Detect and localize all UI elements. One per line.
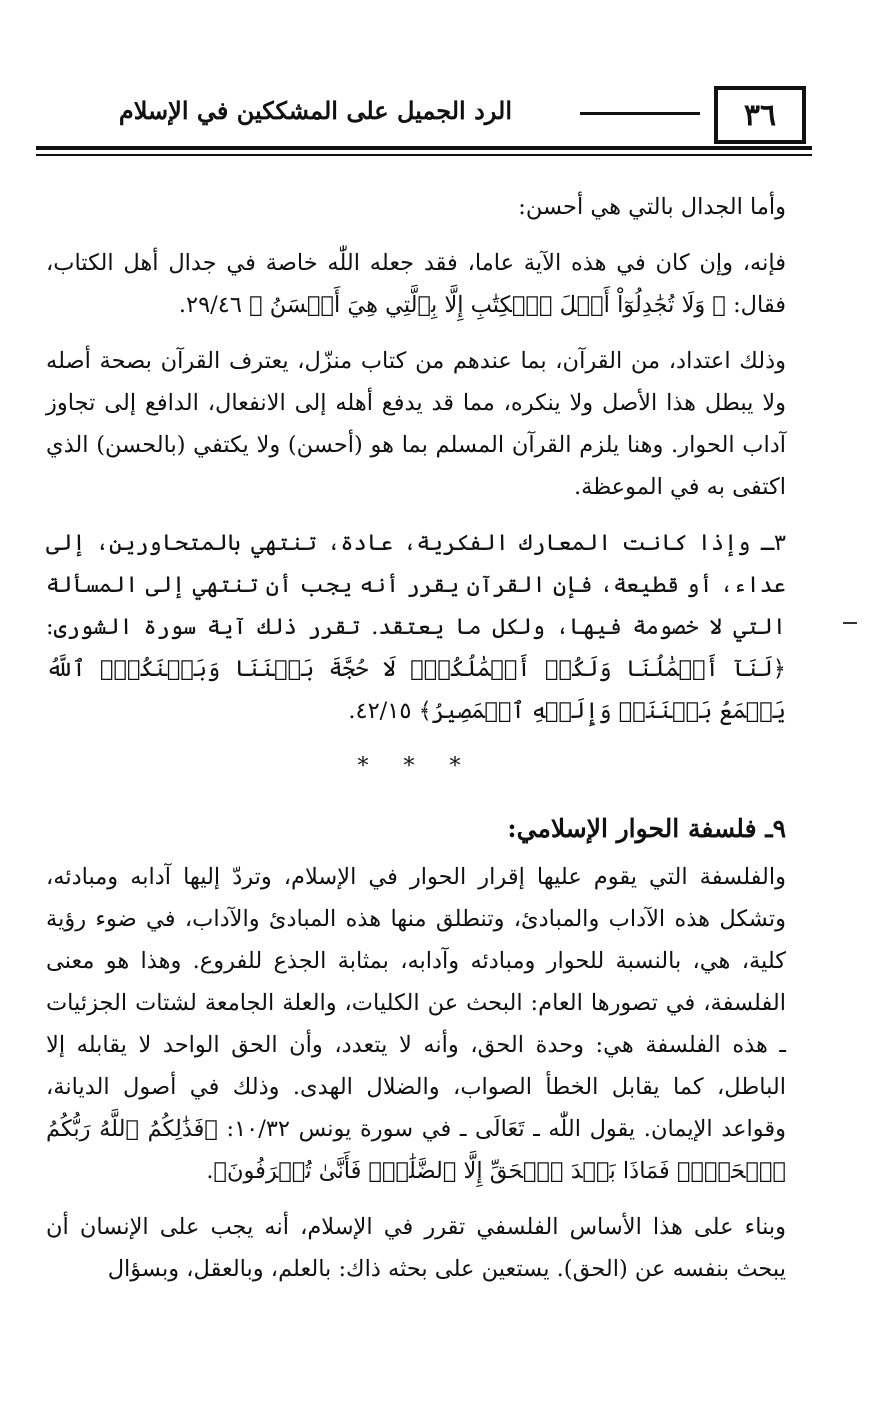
header-rule-thin: [36, 154, 812, 156]
page-header: [36, 86, 812, 152]
section-heading: ٩ـ فلسفة الحوار الإسلامي:: [507, 814, 786, 843]
section-separator: * * *: [357, 754, 475, 779]
paragraph-1: وأما الجدال بالتي هي أحسن:: [518, 194, 786, 220]
title-dash: [580, 112, 700, 115]
paragraph-3: وذلك اعتداد، من القرآن، بما عندهم من كتاب منزّل، يعترف القرآن بصحة أصله ولا يبطل هذا الأصل ولا ينكره، مما قد يدفع أهله إلى الانفعال، الدافع إلى تجاوز آداب الحوار. وهنا يلزم القرآن المسلم بما هو (أحسن) ولا يكتفي (بالحسن) الذي اكتفى به في الموعظة.: [46, 348, 786, 500]
running-title: الرد الجميل على المشككين في الإسلام: [118, 96, 512, 125]
header-rule-thick: [36, 146, 812, 150]
paragraph-4: ٣ـ وإذا كانت المعارك الفكرية، عادة، تنتهي بالمتحاورين، إلى عداء، أو قطيعة، فإن القرآن يقرر أنه يجب أن تنتهي إلى المسألة التي لا خصومة فيها، ولكل ما يعتقد. تقرر ذلك آية سورة الشورى: ﴿لَنَآ أَعۡمَٰلُنَا وَلَكُمۡ أَعۡمَٰلُكُمۡۖ لَا حُجَّةَ بَيۡنَنَا وَبَيۡنَكُمُۖ ٱللَّهُ يَجۡمَعُ بَيۡنَنَاۖ وَإِلَيۡهِ ٱلۡمَصِيرُ﴾ ٤٢/١٥.: [46, 530, 786, 724]
section-paragraph-1: والفلسفة التي يقوم عليها إقرار الحوار في الإسلام، وتردّ إليها آدابه ومبادئه، وتشكل هذه الآداب والمبادئ، وتنطلق منها هذه المبادئ والآداب، في ضوء رؤية كلية، هي، بالنسبة للحوار ومبادئه وآدابه، بمثابة الجذع للفروع. وهذا هو معنى الفلسفة، في تصورها العام: البحث عن الكليات، والعلة الجامعة لشتات الجزئيات ـ هذه الفلسفة هي: وحدة الحق، وأنه لا يتعدد، وأن الحق الواحد لا يقابله إلا الباطل، كما يقابل الخطأ الصواب، والضلال الهدى. وذلك في أصول الديانة، وقواعد الإيمان. يقول اللّٰه ـ تَعَالَى ـ في سورة يونس ١٠/٣٢: ﴿فَذَٰلِكُمُ ٱللَّهُ رَبُّكُمُ ٱلۡحَقُّۖ فَمَاذَا بَعۡدَ ٱلۡحَقِّ إِلَّا ٱلضَّلَٰلُۖ فَأَنَّىٰ تُصۡرَفُونَ﴾.: [46, 864, 786, 1184]
paragraph-2: فإنه، وإن كان في هذه الآية عاما، فقد جعله اللّٰه خاصة في جدال أهل الكتاب، فقال: ﴿ وَلَا تُجَٰدِلُوٓاْ أَهۡلَ ٱلۡكِتَٰبِ إِلَّا بِٱلَّتِي هِيَ أَحۡسَنُ ﴾ ٢٩/٤٦.: [46, 250, 786, 318]
section-paragraph-2: وبناء على هذا الأساس الفلسفي تقرر في الإسلام، أنه يجب على الإنسان أن يبحث بنفسه عن (الحق). يستعين على بحثه ذاك: بالعلم، وبالعقل، وبسؤال: [46, 1214, 786, 1282]
page-body: [46, 186, 786, 1304]
margin-mark: [843, 622, 857, 624]
page-number: ٣٦: [714, 86, 806, 144]
